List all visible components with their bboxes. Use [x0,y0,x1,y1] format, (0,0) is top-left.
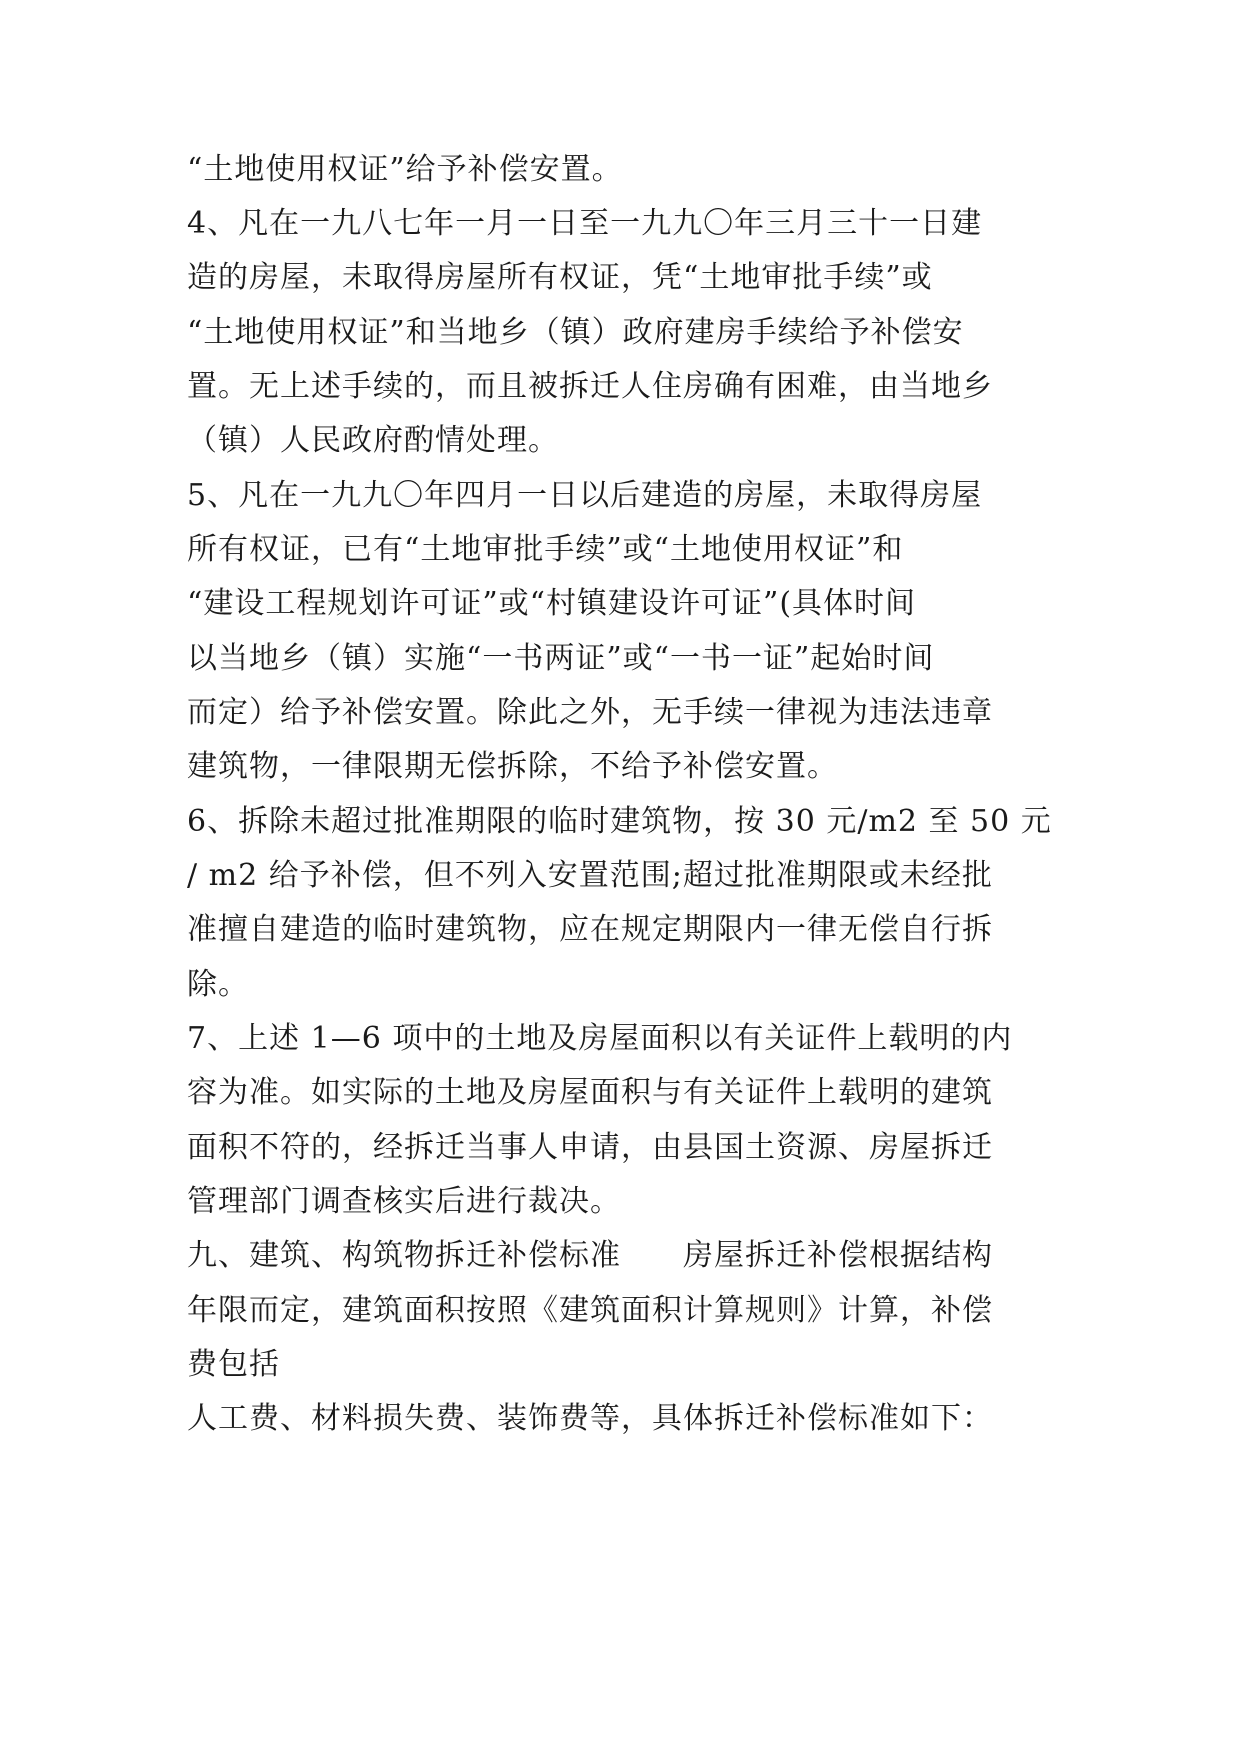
text-line: 造的房屋，未取得房屋所有权证，凭“土地审批手续”或 [187,260,933,295]
text-line: “土地使用权证”给予补偿安置。 [187,152,623,187]
text-line: 6、拆除未超过批准期限的临时建筑物，按 30 元/m2 至 50 元 [187,804,1052,839]
text-line: 建筑物，一律限期无偿拆除，不给予补偿安置。 [187,749,838,784]
text-line: 面积不符的，经拆迁当事人申请，由县国土资源、房屋拆迁 [187,1130,993,1165]
text-line: “建设工程规划许可证”或“村镇建设许可证”(具体时间 [187,586,917,621]
text-line: 置。无上述手续的，而且被拆迁人住房确有困难，由当地乡 [187,369,993,404]
text-line: 5、凡在一九九〇年四月一日以后建造的房屋，未取得房屋 [187,478,983,513]
text-line: 准擅自建造的临时建筑物，应在规定期限内一律无偿自行拆 [187,912,993,947]
text-line: “土地使用权证”和当地乡（镇）政府建房手续给予补偿安 [187,315,964,350]
text-line: 除。 [187,967,249,1002]
text-line: 容为准。如实际的土地及房屋面积与有关证件上载明的建筑 [187,1075,993,1110]
text-line: 4、凡在一九八七年一月一日至一九九〇年三月三十一日建 [187,206,983,241]
section-heading-line: 九、建筑、构筑物拆迁补偿标准 房屋拆迁补偿根据结构 [187,1238,993,1273]
text-line: 年限而定，建筑面积按照《建筑面积计算规则》计算，补偿 [187,1293,993,1328]
text-line: 人工费、材料损失费、装饰费等，具体拆迁补偿标准如下： [187,1401,993,1436]
text-line: 费包括 [187,1347,280,1382]
text-line: 管理部门调查核实后进行裁决。 [187,1184,621,1219]
text-line: 7、上述 1—6 项中的土地及房屋面积以有关证件上载明的内 [187,1021,1013,1056]
text-line: （镇）人民政府酌情处理。 [187,423,559,458]
text-line: 而定）给予补偿安置。除此之外，无手续一律视为违法违章 [187,695,993,730]
text-line: 所有权证，已有“土地审批手续”或“土地使用权证”和 [187,532,904,567]
text-line: / m2 给予补偿，但不列入安置范围;超过批准期限或未经批 [187,858,993,893]
text-line: 以当地乡（镇）实施“一书两证”或“一书一证”起始时间 [187,641,935,676]
